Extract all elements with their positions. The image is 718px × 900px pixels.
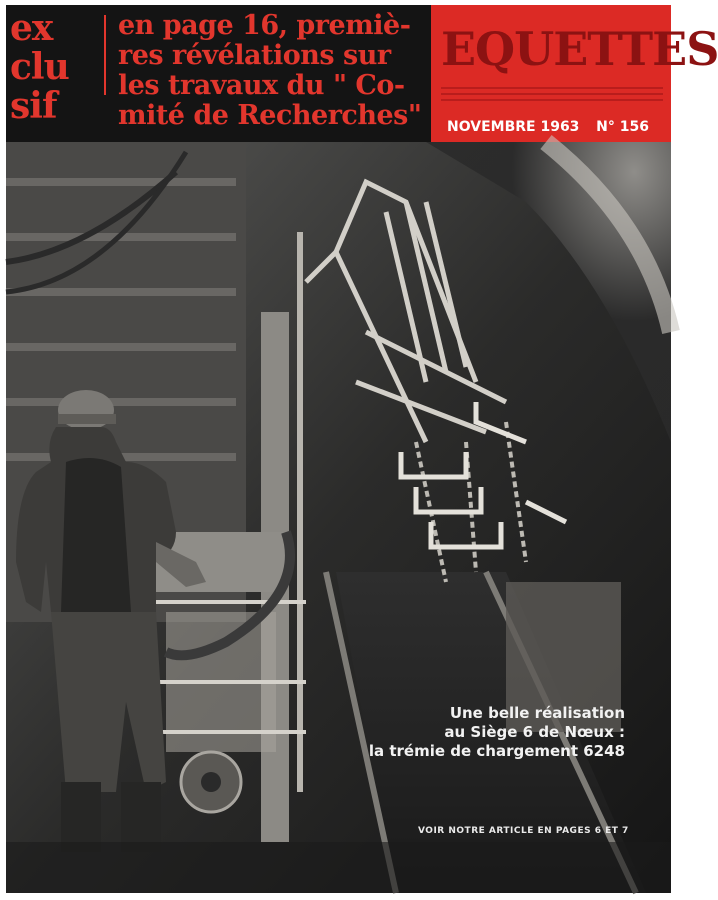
exclusive-line: clu xyxy=(10,46,69,88)
issue-date: NOVEMBRE 1963 xyxy=(447,119,580,135)
exclusive-label xyxy=(10,9,100,126)
issue-number: N° 156 xyxy=(596,119,649,135)
article-reference: VOIR NOTRE ARTICLE EN PAGES 6 ET 7 xyxy=(418,826,629,836)
cover-headline xyxy=(118,11,428,131)
photo-caption xyxy=(325,704,625,761)
cover-photo xyxy=(6,142,671,893)
headline-line: res révélations sur xyxy=(118,40,391,71)
caption-line: au Siège 6 de Nœux : xyxy=(444,723,625,741)
caption-line: la trémie de chargement 6248 xyxy=(368,742,625,760)
headline-line: mité de Recherches" xyxy=(118,100,422,131)
exclusive-line: sif xyxy=(10,85,57,127)
masthead-panel xyxy=(431,5,718,142)
headline-line: les travaux du " Co- xyxy=(118,70,405,101)
exclusive-line: ex xyxy=(10,7,53,49)
header-divider xyxy=(104,15,106,95)
header-left-band xyxy=(6,5,431,142)
headline-line: en page 16, premiè- xyxy=(118,10,411,41)
mine-photo-illustration xyxy=(6,142,671,893)
masthead-title: EQUETTES xyxy=(441,22,718,76)
masthead-tagline-lines xyxy=(441,87,663,107)
magazine-cover xyxy=(6,5,718,893)
caption-line: Une belle réalisation xyxy=(449,704,625,722)
